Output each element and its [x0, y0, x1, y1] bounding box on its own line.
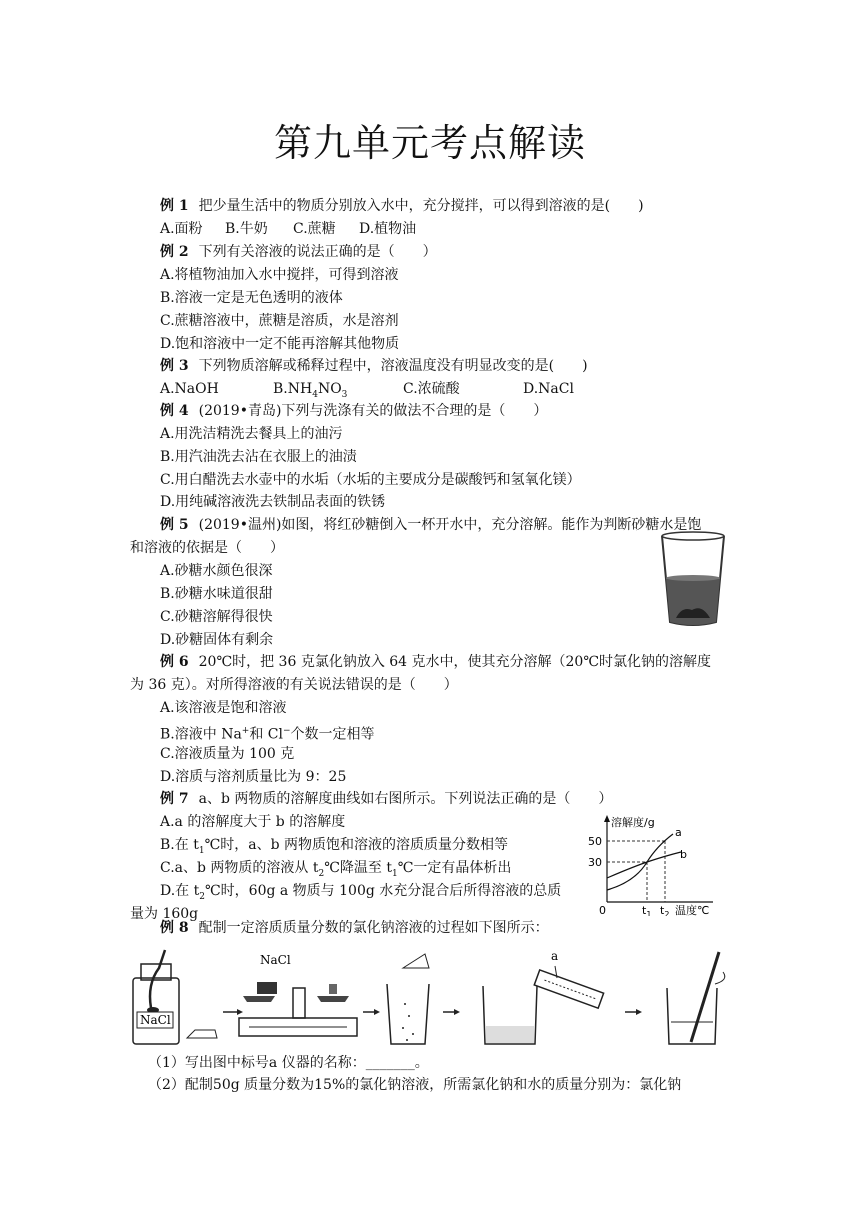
instrument-label: a	[551, 949, 559, 963]
question-8-stem: 例 8 配制一定溶质质量分数的氯化钠溶液的过程如下图所示：	[160, 920, 549, 936]
option: D.溶质与溶剂质量比为 9：25	[160, 769, 347, 785]
option: B.溶液中 Na+和 Cl−个数一定相等	[160, 726, 375, 743]
x-axis-label: 温度℃	[675, 904, 710, 916]
option: A.将植物油加入水中搅拌，可得到溶液	[160, 267, 399, 283]
option: B.在 $t_1℃$时，a、b 两物质饱和溶液的溶质质量分数相等	[160, 837, 508, 856]
option: A.该溶液是饱和溶液	[160, 700, 287, 716]
question-label: 例 5	[160, 517, 189, 533]
option: D.饱和溶液中一定不能再溶解其他物质	[160, 336, 400, 352]
option: $B.NH_4NO_3$	[273, 381, 348, 400]
question-8-sub-2: （2）配制50g 质量分数为15%的氯化钠溶液，所需氯化钠和水的质量分别为：氯化钠	[148, 1077, 682, 1093]
reagent-label: NaCl	[260, 953, 291, 967]
graduated-cylinder	[483, 949, 604, 1044]
sugar-beaker-figure	[658, 530, 728, 630]
option: D.在 $t_2℃$时，60g a 物质与 100g 水充分混合后所得溶液的总质	[160, 883, 562, 902]
question-label: 例 1	[160, 198, 189, 214]
question-label: 例 3	[160, 358, 189, 374]
option: D.植物油	[359, 221, 417, 237]
option: A.砂糖水颜色很深	[160, 563, 273, 579]
option: B.溶液一定是无色透明的液体	[160, 290, 343, 306]
y-tick-label: 50	[588, 835, 602, 848]
origin-label: 0	[599, 904, 606, 916]
option: A.NaOH	[160, 381, 219, 397]
page-title: 第九单元考点解读	[273, 121, 586, 165]
series-b-label: b	[680, 848, 687, 861]
question-6-stem: 例 6 20℃时，把 36 克氯化钠放入 64 克水中，使其充分溶解（20℃时氯化钠的溶解度	[160, 654, 712, 670]
option-cont: 量为 160g	[130, 906, 199, 922]
solubility-curve-chart	[585, 812, 725, 916]
balance	[239, 953, 357, 1036]
question-label: 例 4	[160, 403, 189, 419]
beaker-stirring	[667, 952, 725, 1044]
reagent-bottle	[133, 950, 217, 1044]
question-label: 例 2	[160, 244, 189, 260]
series-a-label: a	[675, 826, 682, 839]
question-8-sub-1: （1）写出图中标号a 仪器的名称：_______。	[148, 1055, 429, 1071]
option: B.牛奶	[225, 221, 268, 237]
question-2-stem: 例 2 下列有关溶液的说法正确的是（ ）	[160, 244, 437, 260]
option: C.蔗糖溶液中，蔗糖是溶质，水是溶剂	[160, 313, 399, 329]
option: B.用汽油洗去沾在衣服上的油渍	[160, 449, 357, 465]
question-5-stem-cont: 和溶液的依据是（ ）	[130, 540, 284, 556]
question-label: 例 8	[160, 920, 189, 936]
question-3-stem: 例 3 下列物质溶解或稀释过程中，溶液温度没有明显改变的是( )	[160, 358, 588, 374]
option: C.浓硫酸	[403, 381, 460, 397]
option: C.a、b 两物质的溶液从 $t_2℃$降温至 $t_1℃$一定有晶体析出	[160, 860, 512, 879]
question-7-stem: 例 7 a、b 两物质的溶解度曲线如右图所示。下列说法正确的是（ ）	[160, 791, 613, 807]
option: C.蔗糖	[293, 221, 336, 237]
option: D.用纯碱溶液洗去铁制品表面的铁锈	[160, 494, 386, 510]
y-tick-label: 30	[588, 856, 602, 869]
option: A.a 的溶解度大于 b 的溶解度	[160, 814, 346, 830]
option: D.砂糖固体有剩余	[160, 632, 274, 648]
option: C.溶液质量为 100 克	[160, 746, 295, 762]
y-axis-label: 溶解度/g	[611, 816, 655, 829]
option: C.砂糖溶解得很快	[160, 609, 273, 625]
question-1-stem: 例 1 把少量生活中的物质分别放入水中，充分搅拌，可以得到溶液的是( )	[160, 198, 644, 214]
option: D.NaCl	[523, 381, 574, 397]
x-tick-label: $t_2$	[660, 904, 670, 916]
question-5-stem: 例 5 (2019•温州)如图，将红砂糖倒入一杯开水中，充分溶解。能作为判断砂糖水是饱	[160, 517, 702, 533]
x-tick-label: $t_1$	[642, 904, 652, 916]
question-6-stem-cont: 为 36 克）。对所得溶液的有关说法错误的是（ ）	[130, 677, 458, 693]
option: A.面粉	[160, 221, 203, 237]
option: C.用白醋洗去水壶中的水垢（水垢的主要成分是碳酸钙和氢氧化镁）	[160, 472, 581, 488]
series-b-curve	[607, 852, 681, 878]
question-label: 例 7	[160, 791, 189, 807]
beaker-with-salt	[387, 954, 429, 1044]
question-4-stem: 例 4 (2019•青岛)下列与洗涤有关的做法不合理的是（ ）	[160, 403, 548, 419]
option: A.用洗洁精洗去餐具上的油污	[160, 426, 343, 442]
solution-preparation-figure	[125, 944, 745, 1052]
option: B.砂糖水味道很甜	[160, 586, 273, 602]
question-label: 例 6	[160, 654, 189, 670]
bottle-label: NaCl	[140, 1013, 171, 1027]
question-1-options	[160, 219, 416, 239]
